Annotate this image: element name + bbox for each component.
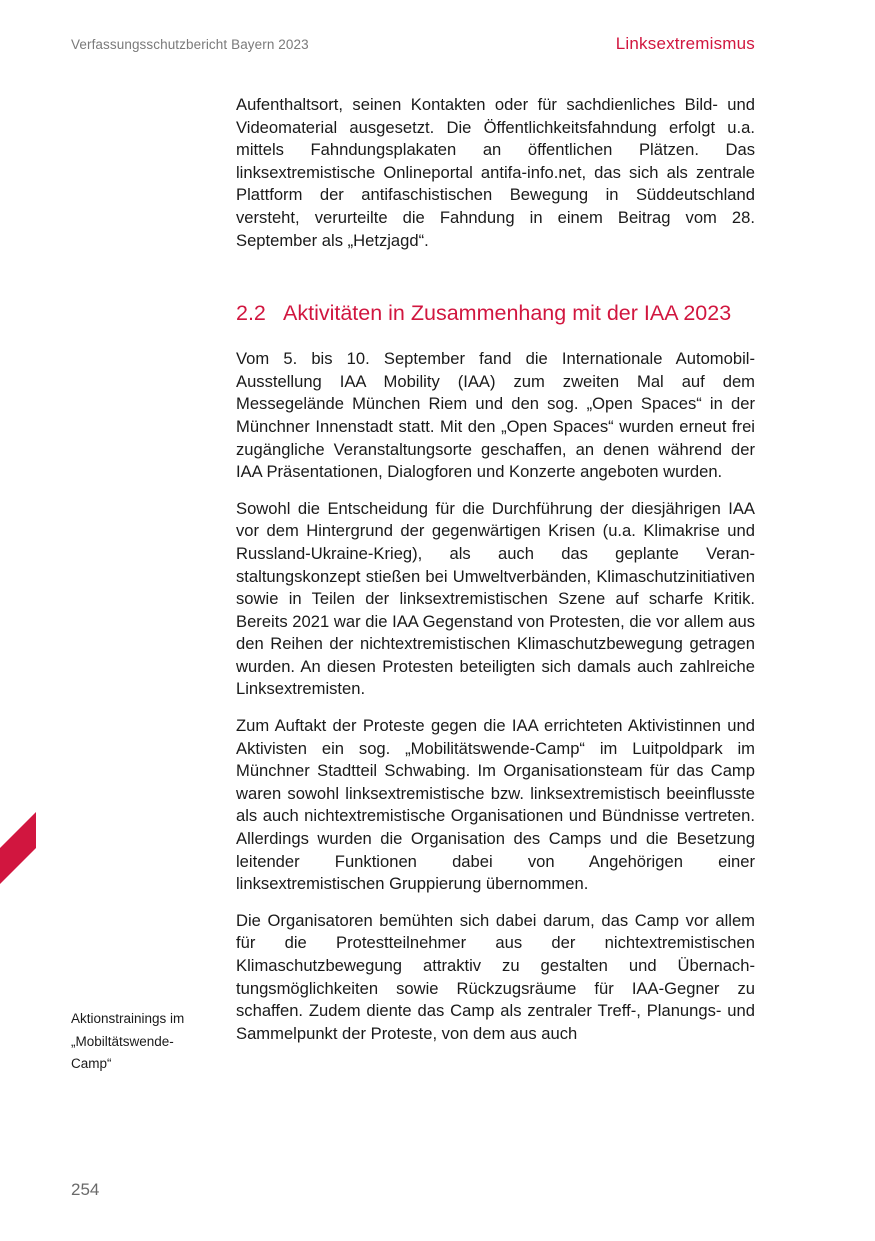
margin-note-line: Camp“	[71, 1056, 112, 1071]
margin-note-line: „Mobiltätswende-	[71, 1033, 174, 1049]
page-number: 254	[71, 1180, 100, 1199]
margin-note-line: Aktionstrainings im	[71, 1011, 185, 1026]
body-paragraph: Sowohl die Entscheidung für die Durchführung der diesjährigen IAA vor dem Hintergrund der gegenwärtigen Krisen (u.a. Klimakrise und Russland-Ukraine-Krieg), als auch das geplante Veranstaltungskonzept stießen bei Umweltverbänden, Klimaschutzinitiativen sowie in Teilen der linksextremistischen Szene auf scharfe Kritik. Bereits 2021 war die IAA Gegenstand von Protesten, die vor allem aus den Reihen der nichtextremistischen Klimaschutzbewegung getragen wurden. An diesen Protesten beteiligten sich damals auch zahlreiche Linksextremisten.	[236, 498, 755, 699]
intro-paragraph: Aufenthaltsort, seinen Kontakten oder für sachdienliches Bild- und Videomaterial ausgesetzt. Die Öffentlichkeitsfahndung erfolgt u.a. mittels Fahndungsplakaten an öffentlichen Plätzen. Das linksextremistische Onlineportal antifa-info.net, das sich als zentrale Plattform der antifaschistischen Bewegung in Süddeutschland versteht, verurteilte die Fahndung in einem Beitrag vom 28. September als „Hetzjagd“.	[236, 95, 755, 250]
body-paragraph: Vom 5. bis 10. September fand die Internationale Automobil-Ausstellung IAA Mobility (IAA) zum zweiten Mal auf dem Messegelände München Riem und den sog. „Open Spaces“ in der Münchner Innenstadt statt. Mit den „Open Spaces“ wurden erneut frei zugängliche Veranstaltungsorte geschaffen, an denen während der IAA Präsentationen, Dialogforen und Konzerte angeboten wurden.	[236, 349, 755, 482]
section-heading	[236, 299, 755, 327]
running-header-title: Verfassungsschutzbericht Bayern 2023	[71, 37, 309, 52]
running-header-chapter: Linksextremismus	[615, 34, 755, 53]
margin-note	[71, 1008, 201, 1076]
body-paragraph: Zum Auftakt der Proteste gegen die IAA errichteten Aktivistinnen und Aktivisten ein sog. „Mobilitätswende-Camp“ im Luitpoldpark im Münchner Stadtteil Schwabing. Im Organisationsteam für das Camp waren sowohl linksextremistische bzw. linksextremistisch beeinflusste als auch nichtextremistische Organisationen und Bündnisse vertreten. Allerdings wurden die Organisation des Camps und die Besetzung leitender Funktionen dabei von Angehörigen einer linksextremistischen Gruppierung übernommen.	[236, 716, 755, 894]
main-text-column	[236, 94, 755, 1045]
chapter-thumb-tab	[0, 812, 36, 884]
body-paragraph: Die Organisatoren bemühten sich dabei darum, das Camp vor allem für die Protestteilnehmer aus der nichtextremistischen Klimaschutzbewegung attraktiv zu gestalten und Übernachtungsmöglichkeiten sowie Rückzugsräume für IAA-Gegner zu schaffen. Zudem diente das Camp als zentraler Treff-, Planungs- und Sammelpunkt der Proteste, von dem aus auch	[236, 910, 755, 1043]
section-title: Aktivitäten in Zusammenhang mit der IAA 2023	[283, 301, 732, 326]
section-number: 2.2	[236, 301, 266, 326]
